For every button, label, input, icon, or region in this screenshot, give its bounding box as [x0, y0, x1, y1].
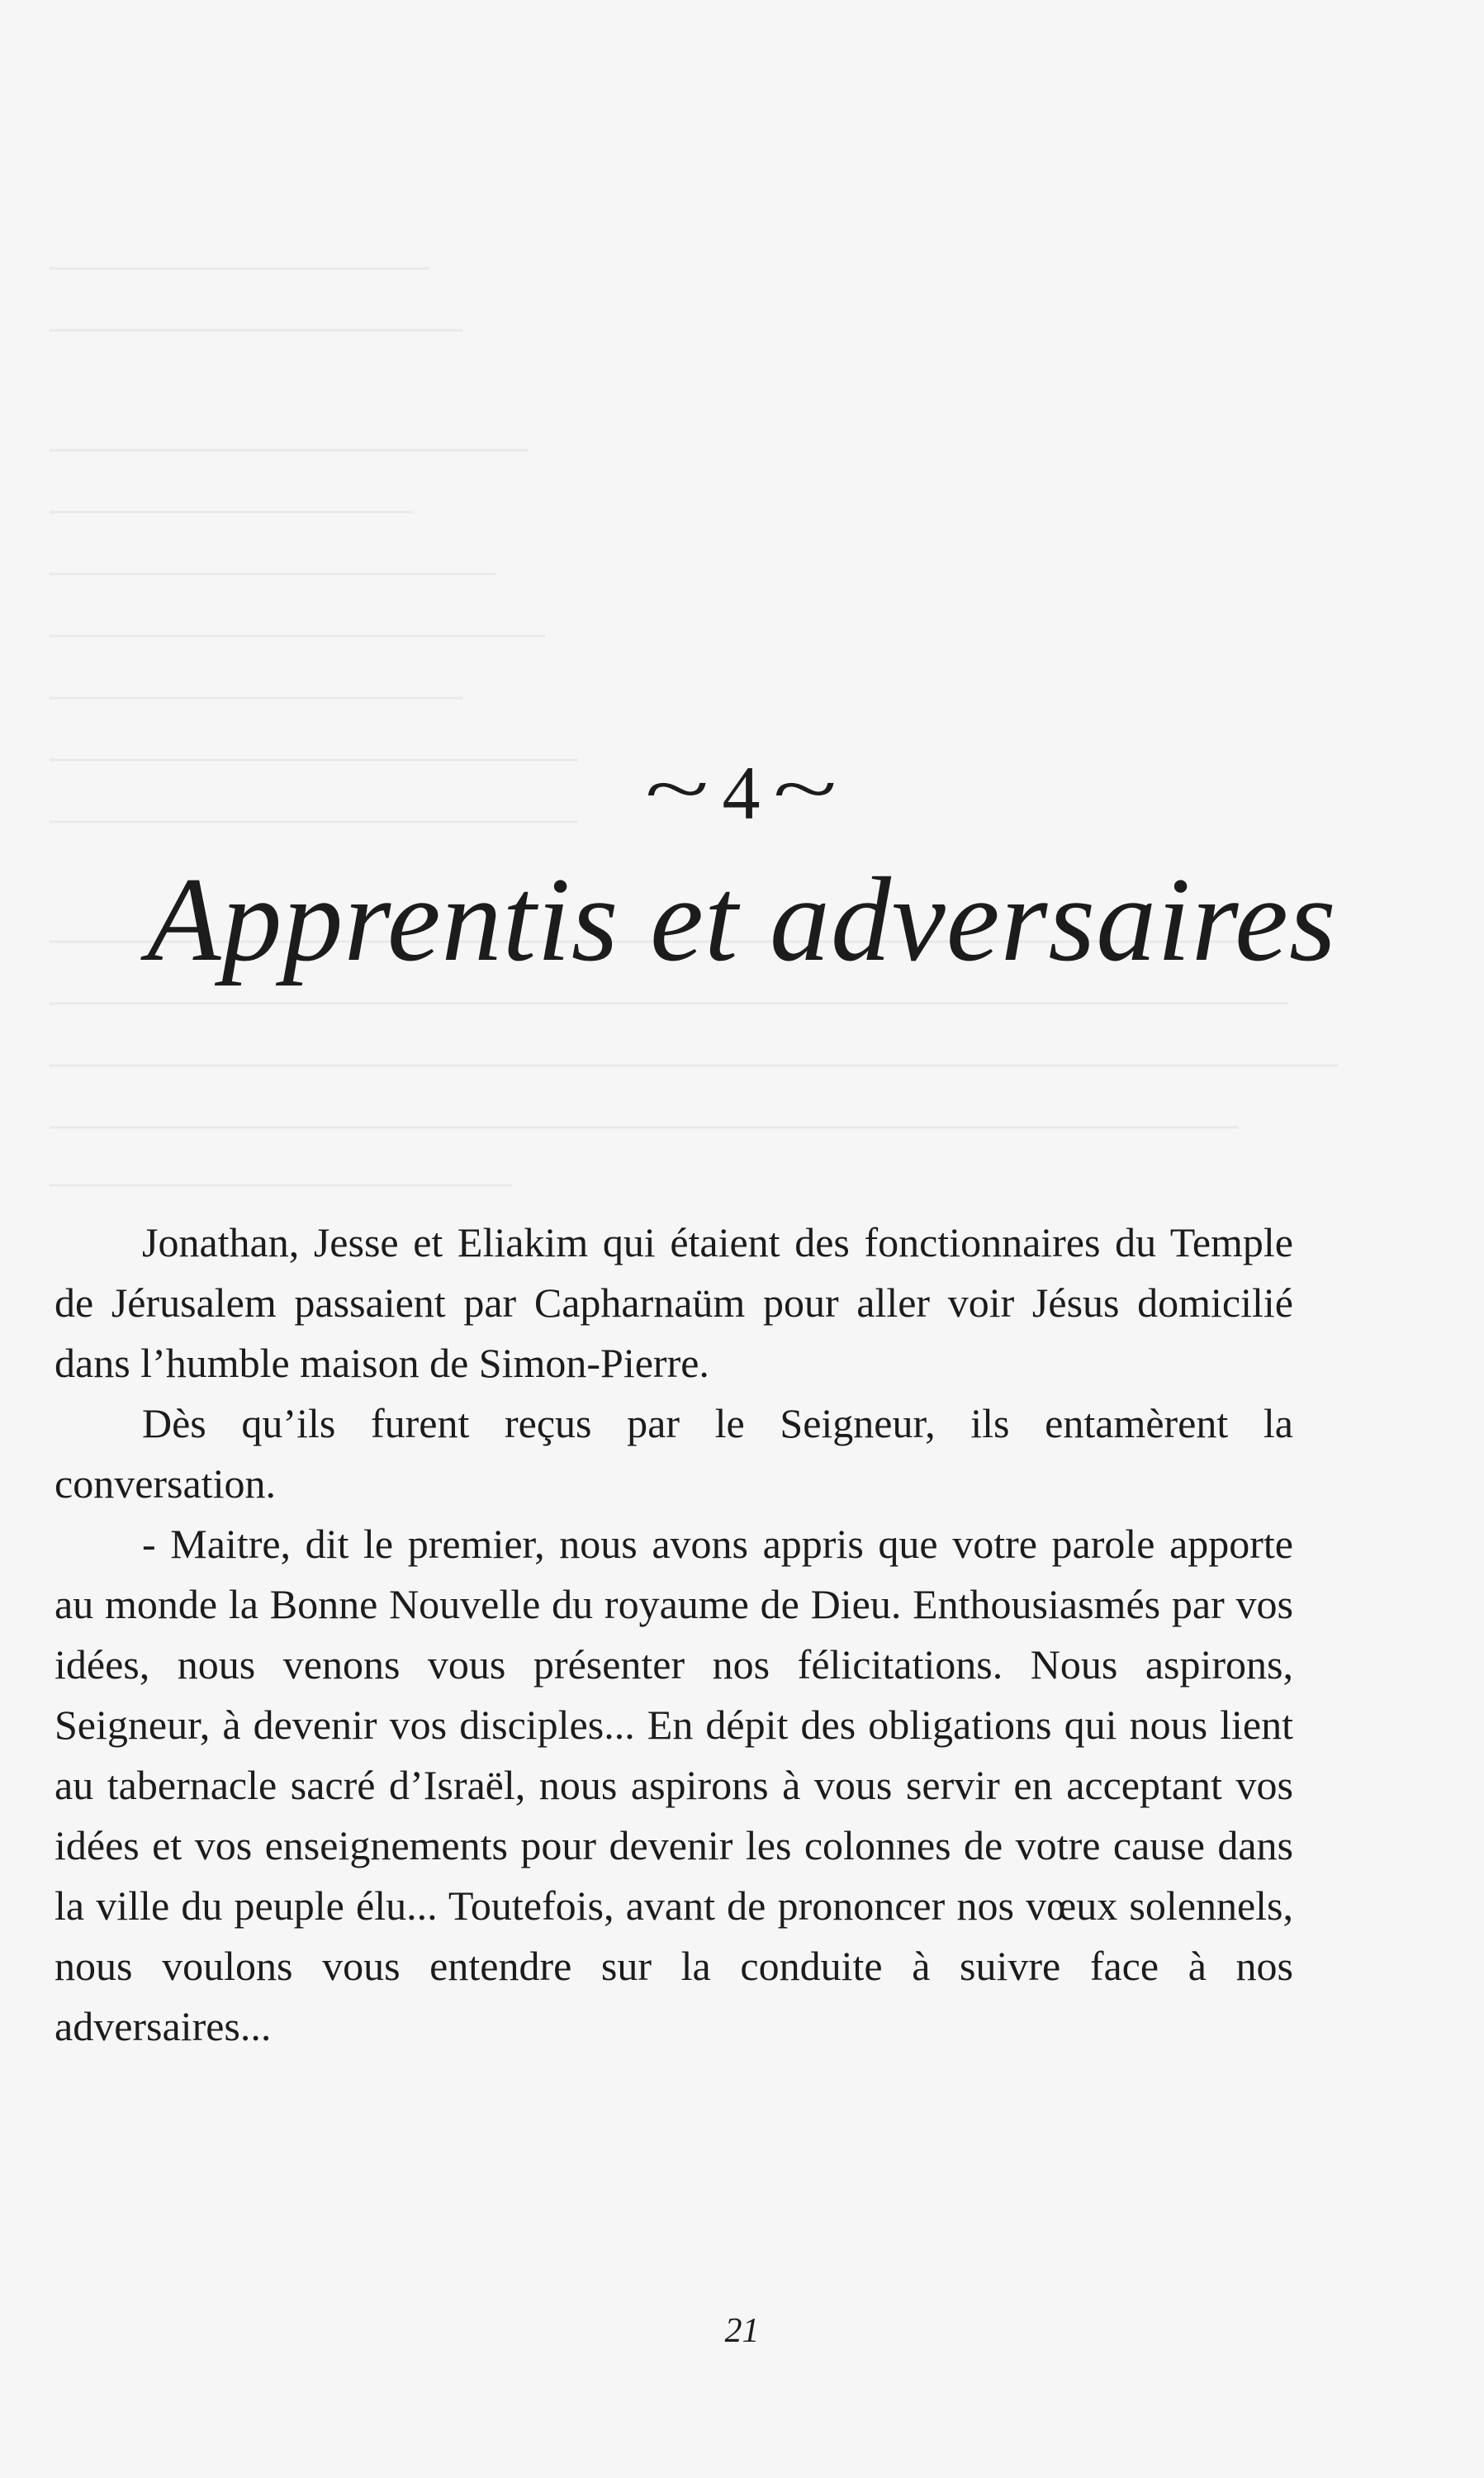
paragraph: Dès qu’ils furent reçus par le Seigneur, ils entamèrent la conversation.	[55, 1400, 1293, 1507]
paragraph: - Maitre, dit le premier, nous avons appris que votre parole apporte au monde la Bonne Nouvelle du royaume de Dieu. Enthousiasmés par vos idées, nous venons vous présenter nos félicitations. Nous aspirons, Seigneur, à devenir vos disciples... En dépit des obligations qui nous lient au tabernacle sacré d’Israël, nous aspirons à vous servir en acceptant vos idées et vos enseignements pour devenir les colonnes de votre cause dans la ville du peuple élu... Toutefois, avant de prononcer nos vœux solennels, nous voulons vous entendre sur la conduite à suivre face à nos adversaires...	[55, 1521, 1293, 2049]
chapter-title: Apprentis et adversaires	[147, 852, 1337, 986]
body-text	[55, 1213, 1293, 2057]
page-number: 21	[724, 2312, 760, 2350]
chapter-number-heading	[0, 743, 1484, 844]
chapter-number: 4	[722, 751, 762, 835]
paragraph: Jonathan, Jesse et Eliakim qui étaient des fonctionnaires du Temple de Jérusalem passaient par Capharnaüm pour aller voir Jésus domicilié dans l’humble maison de Simon-Pierre.	[55, 1219, 1293, 1386]
ornament-right: ~	[772, 748, 840, 830]
ornament-left: ~	[644, 748, 712, 830]
